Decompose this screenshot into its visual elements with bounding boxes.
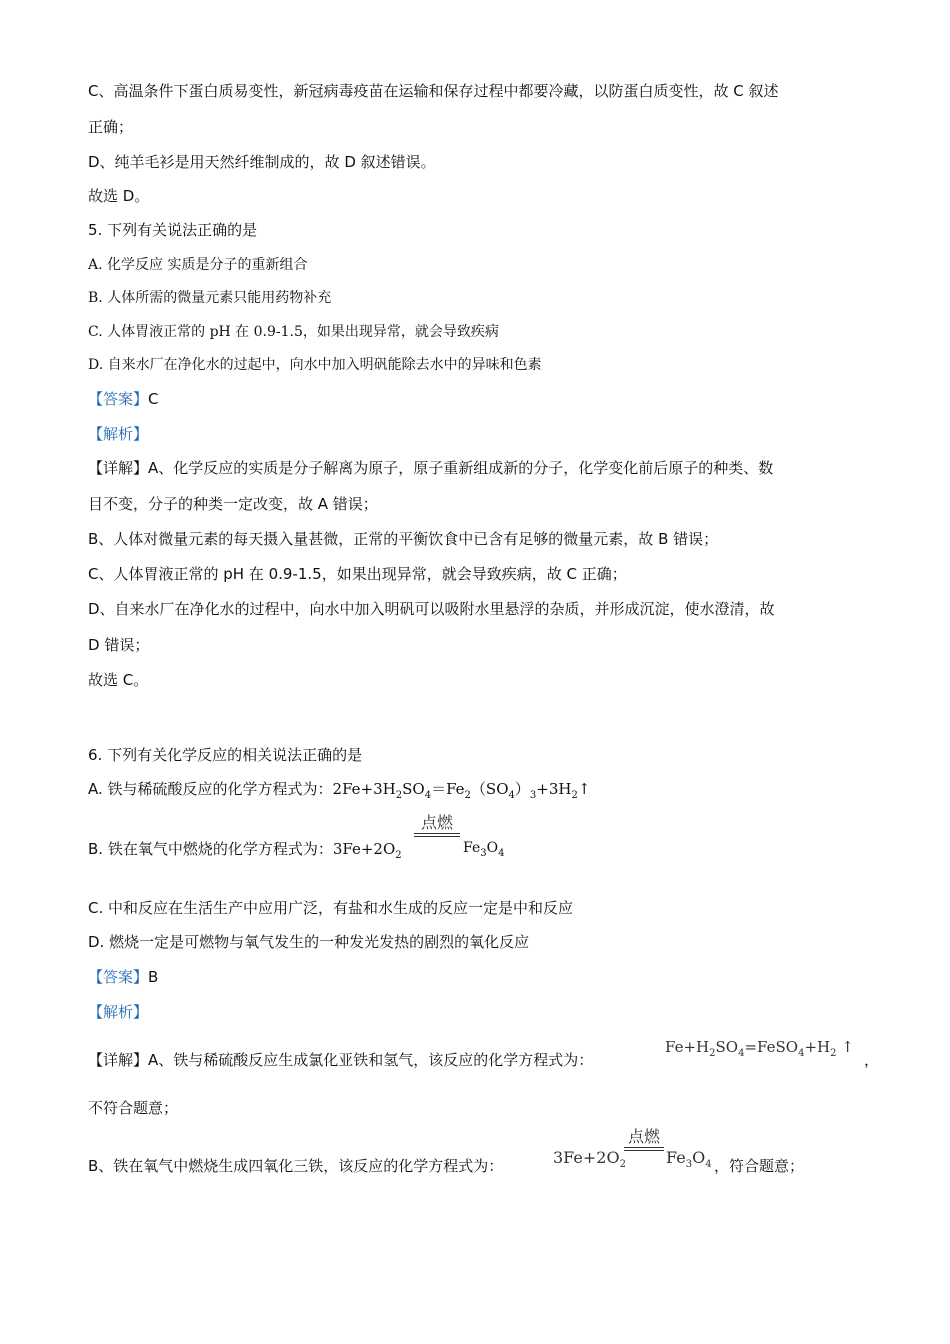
q6-analysis-tag [88, 1001, 148, 1023]
detail-tag: 【详解】 [88, 459, 149, 477]
prev-d-line: D、纯羊毛衫是用天然纤维制成的，故 D 叙述错误。 [88, 153, 436, 171]
q6-stem: 6. 下列有关化学反应的相关说法正确的是 [88, 746, 363, 764]
q5-answer [88, 388, 159, 410]
equal-sign [624, 1147, 664, 1151]
analysis-tag: 【解析】 [88, 425, 149, 443]
q6-detail-a2: 不符合题意； [88, 1099, 179, 1117]
equal-sign [414, 833, 460, 837]
option-b-product: $Fe_3O_4$ [463, 840, 505, 859]
q5-detail-a1 [88, 457, 773, 479]
q5-option-d: D. 自来水厂在净化水的过起中，向水中加入明矾能除去水中的异味和色素 [88, 357, 542, 373]
option-b-condition [414, 814, 460, 837]
prev-c-line2: 正确； [88, 118, 134, 136]
q6-option-d: D. 燃烧一定是可燃物与氧气发生的一种发光发热的剧烈的氧化反应 [88, 933, 530, 951]
option-a-label: A. 铁与稀硫酸反应的化学方程式为： [88, 780, 333, 798]
option-a-equation: $2Fe+3H_2SO_4=Fe_2(SO_4)_3+3H_2↑$ [332, 780, 591, 801]
q5-option-a: A. 化学反应 实质是分子的重新组合 [88, 257, 308, 273]
option-b-label: B. 铁在氧气中燃烧的化学方程式为： [88, 840, 333, 858]
detail-b-condition [624, 1128, 664, 1151]
analysis-tag: 【解析】 [88, 1003, 149, 1021]
detail-b-reactants: $3Fe+2O_2$ [553, 1148, 626, 1171]
q5-detail-c: C、人体胃液正常的 pH 在 0.9-1.5，如果出现异常，就会导致疾病，故 C 正确； [88, 565, 627, 583]
answer-tag: 【答案】 [88, 968, 149, 986]
condition-label: 点燃 [420, 813, 453, 832]
q6-answer [88, 966, 158, 988]
q5-stem: 5. 下列有关说法正确的是 [88, 221, 258, 239]
answer-tag: 【答案】 [88, 390, 149, 408]
answer-value: C [148, 390, 159, 408]
detail-text: A、化学反应的实质是分子解离为原子，原子重新组成新的分子，化学变化前后原子的种类、数 [148, 459, 774, 477]
condition-label: 点燃 [627, 1127, 660, 1146]
q6-detail-a [88, 1049, 593, 1071]
q6-detail-b: B、铁在氧气中燃烧生成四氧化三铁，该反应的化学方程式为： [88, 1157, 504, 1175]
q6-option-b [88, 838, 402, 867]
prev-c-line1: C、高温条件下蛋白质易变性，新冠病毒疫苗在运输和保存过程中都要冷藏，以防蛋白质变性，故 C 叙述 [88, 82, 779, 100]
detail-b-product: $Fe_3O_4$ [666, 1148, 712, 1171]
detail-text: A、铁与稀硫酸反应生成氯化亚铁和氢气，该反应的化学方程式为： [148, 1051, 594, 1069]
q5-detail-d2: D 错误； [88, 636, 150, 654]
q5-analysis-tag [88, 423, 148, 445]
detail-a-equation: $Fe+H_2SO_4=FeSO_4+H_2$ ↑ [665, 1038, 854, 1059]
option-b-equation: $3Fe+2O_2$ [332, 840, 402, 861]
detail-b-end: ，符合题意； [714, 1157, 805, 1175]
detail-a-end: ， [864, 1051, 880, 1069]
q5-detail-a2: 目不变，分子的种类一定改变，故 A 错误； [88, 495, 378, 513]
q5-detail-d1: D、自来水厂在净化水的过程中，向水中加入明矾可以吸附水里悬浮的杂质，并形成沉淀，使水澄清，故 [88, 600, 775, 618]
q5-choose: 故选 C。 [88, 671, 149, 689]
detail-tag: 【详解】 [88, 1051, 149, 1069]
q5-option-b: B. 人体所需的微量元素只能用药物补充 [88, 290, 332, 306]
q6-option-a [88, 778, 590, 807]
prev-choose: 故选 D。 [88, 187, 150, 205]
q5-option-c: C. 人体胃液正常的 pH 在 0.9-1.5，如果出现异常，就会导致疾病 [88, 324, 499, 340]
q6-option-c: C. 中和反应在生活生产中应用广泛，有盐和水生成的反应一定是中和反应 [88, 899, 574, 917]
answer-value: B [148, 968, 159, 986]
q5-detail-b: B、人体对微量元素的每天摄入量甚微，正常的平衡饮食中已含有足够的微量元素，故 B 错误； [88, 530, 719, 548]
